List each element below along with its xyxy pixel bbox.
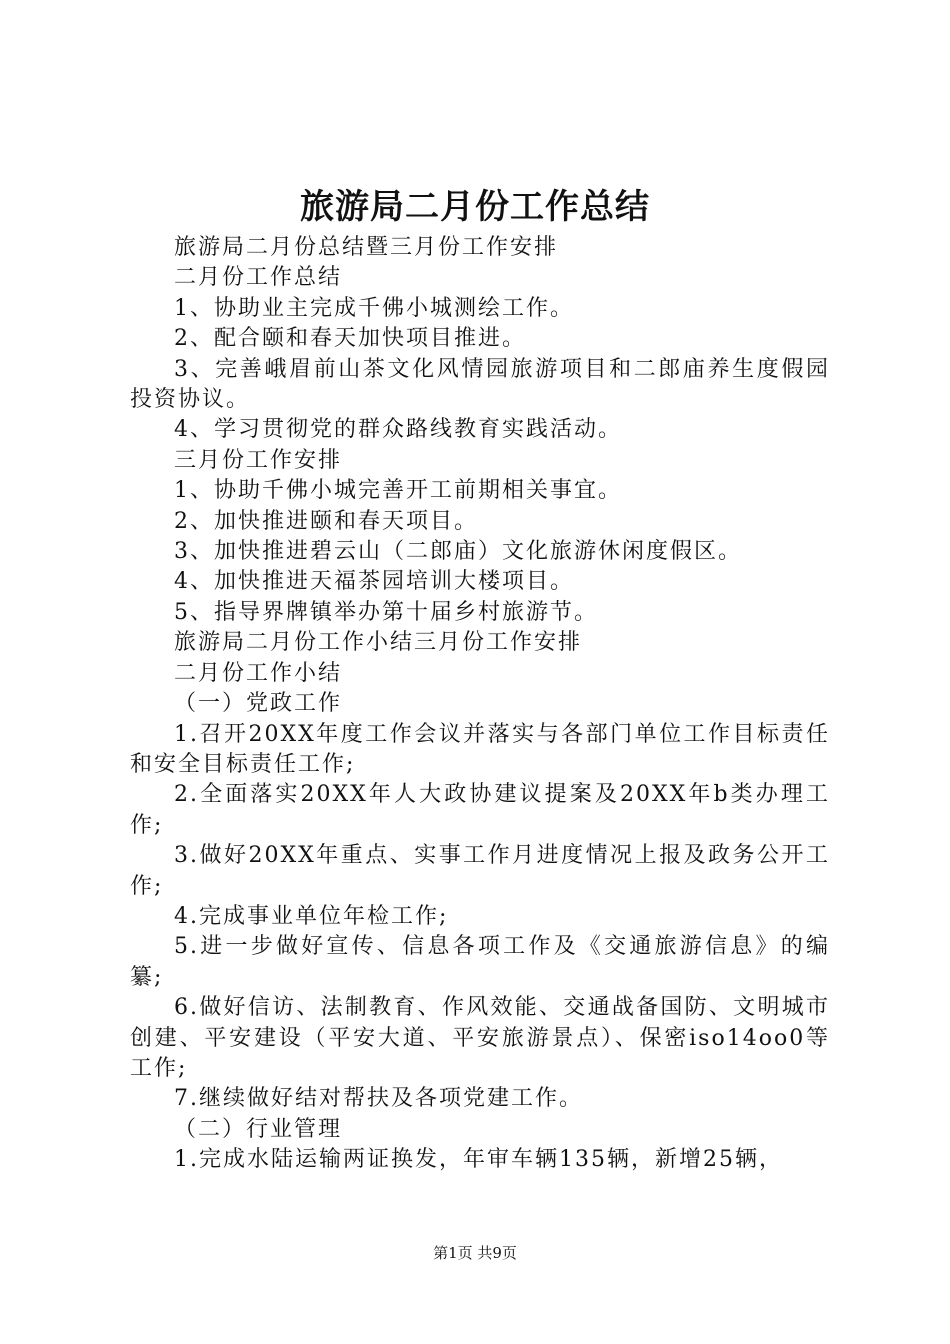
list-item: 1、协助千佛小城完善开工前期相关事宜。: [174, 478, 622, 504]
section-heading: 二月份工作总结: [174, 265, 343, 291]
paragraph: 旅游局二月份总结暨三月份工作安排: [174, 235, 559, 260]
list-item: 3、加快推进碧云山（二郎庙）文化旅游休闲度假区。: [174, 539, 742, 565]
list-item: 2.全面落实20XX年人大政协建议提案及20XX年b类办理工作;: [130, 782, 830, 838]
list-item: 2、加快推进颐和春天项目。: [174, 508, 478, 534]
list-item: 5.进一步做好宣传、信息各项工作及《交通旅游信息》的编纂;: [130, 934, 830, 990]
document-title: 旅游局二月份工作总结: [300, 187, 650, 227]
list-item: 1、协助业主完成千佛小城测绘工作。: [174, 295, 574, 321]
list-item: 4、加快推进天福茶园培训大楼项目。: [174, 569, 574, 595]
list-item: 7.继续做好结对帮扶及各项党建工作。: [174, 1086, 583, 1112]
list-item: 5、指导界牌镇举办第十届乡村旅游节。: [174, 599, 598, 625]
list-item: 1.召开20XX年度工作会议并落实与各部门单位工作目标责任和安全目标责任工作;: [130, 721, 830, 777]
subsection-heading: （二）行业管理: [174, 1116, 343, 1142]
list-item: 1.完成水陆运输两证换发，年审车辆135辆，新增25辆，: [174, 1147, 783, 1173]
section-heading: 三月份工作安排: [174, 447, 343, 473]
subsection-heading: （一）党政工作: [174, 691, 343, 717]
list-item: 6.做好信访、法制教育、作风效能、交通战备国防、文明城市创建、平安建设（平安大道、平安旅游景点）、保密iso14oo0等工作;: [130, 995, 830, 1081]
list-item: 4、学习贯彻党的群众路线教育实践活动。: [174, 417, 622, 443]
document-body: [130, 233, 830, 1176]
list-item: 2、配合颐和春天加快项目推进。: [174, 326, 526, 352]
list-item: 4.完成事业单位年检工作;: [174, 903, 449, 929]
list-item: 3.做好20XX年重点、实事工作月进度情况上报及政务公开工作;: [130, 843, 830, 899]
paragraph: 旅游局二月份工作小结三月份工作安排: [174, 630, 583, 656]
list-item: 3、完善峨眉前山茶文化风情园旅游项目和二郎庙养生度假园投资协议。: [130, 356, 830, 413]
page-footer: 第1页 共9页: [433, 1244, 517, 1262]
section-heading: 二月份工作小结: [174, 660, 343, 686]
